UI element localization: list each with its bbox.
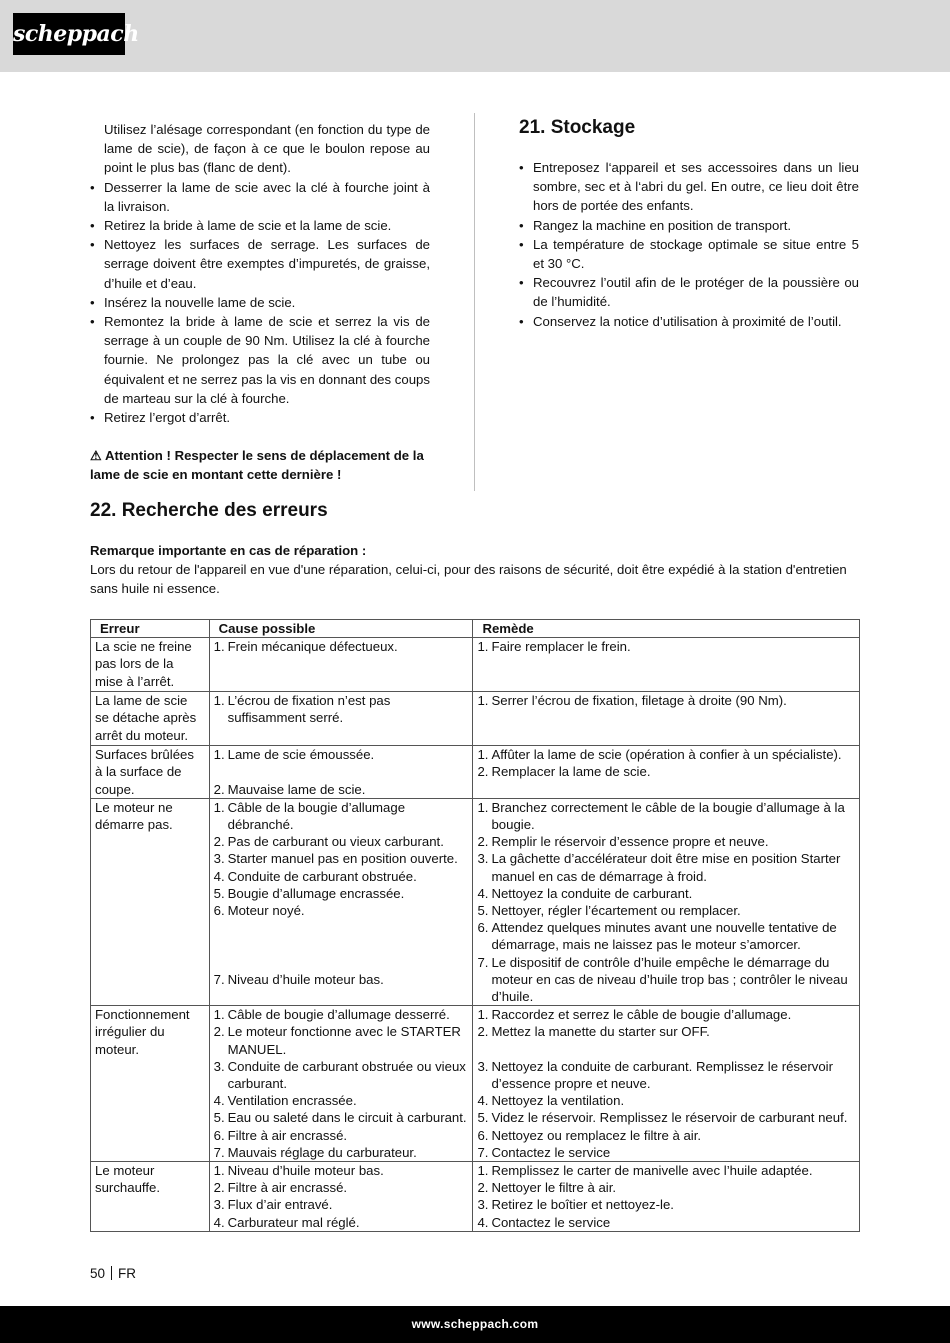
remedy-item: 7. Le dispositif de contrôle d’huile empêche le démarrage du moteur en cas de niveau d’huile trop bas ; contrôler le niveau d’huile. <box>477 954 848 1005</box>
list-item: • Insérez la nouvelle lame de scie. <box>90 293 430 312</box>
remedy-item: 4. Contactez le service <box>477 1214 611 1230</box>
stockage-bullet-list <box>519 158 859 331</box>
remedy-item: 3. La gâchette d’accélérateur doit être mise en position Starter manuel en cas de démarrage à froid. <box>477 851 841 884</box>
cause-item: 6. Filtre à air encrassé. <box>213 1127 348 1143</box>
remedy-item: 1. Affûter la lame de scie (opération à confier à un spécialiste). <box>477 747 842 763</box>
cause-item: 3. Starter manuel pas en position ouverte. <box>213 851 458 867</box>
page-number-value: 50 <box>90 1266 106 1281</box>
page-header <box>0 0 950 72</box>
remedy-item: 1. Branchez correctement le câble de la bougie d’allumage à la bougie. <box>477 799 845 833</box>
intro-paragraph: Utilisez l’alésage correspondant (en fonction du type de lame de scie), de façon à ce que le boulon repose au point le plus bas (flanc de dent). <box>104 122 430 176</box>
cause-cell <box>209 798 473 1005</box>
list-item: • Retirez la bride à lame de scie et la lame de scie. <box>90 216 430 235</box>
remedy-cell <box>473 1006 860 1162</box>
column-header-erreur: Erreur <box>91 620 210 638</box>
cause-cell <box>209 692 473 746</box>
cause-item: 1. Lame de scie émoussée. <box>213 747 375 763</box>
list-item: • Remontez la bride à lame de scie et serrez la vis de serrage à un couple de 90 Nm. Utilisez la clé à fourche fournie. Ne prolongez pas la clé avec un tube ou équivalent et ne serrez pas la vis en donnant des coups de marteau sur la clé à fourche. <box>90 312 430 408</box>
list-item: • La température de stockage optimale se situe entre 5 et 30 °C. <box>519 235 859 273</box>
cause-item: 2. Filtre à air encrassé. <box>213 1180 348 1196</box>
page-number <box>90 1264 136 1283</box>
column-divider <box>474 113 475 491</box>
cause-item: 1. Câble de bougie d’allumage desserré. <box>213 1007 450 1023</box>
list-item: • Entreposez l‘appareil et ses accessoires dans un lieu sombre, sec et à l‘abri du gel. En outre, ce lieu doit être hors de portée des enfants. <box>519 158 859 216</box>
remedy-cell <box>473 1162 860 1232</box>
remedy-item: 1. Faire remplacer le frein. <box>477 639 631 655</box>
cause-cell <box>209 1006 473 1162</box>
table-row <box>91 1162 860 1232</box>
cause-item: 7. Mauvais réglage du carburateur. <box>213 1144 417 1160</box>
page-footer <box>0 1306 950 1343</box>
cause-item: 1. Frein mécanique défectueux. <box>213 639 398 655</box>
cause-item: 2. Le moteur fonctionne avec le STARTER MANUEL. <box>213 1024 461 1057</box>
remedy-item: 1. Serrer l’écrou de fixation, filetage à droite (90 Nm). <box>477 693 787 709</box>
remedy-item: 3. Nettoyez la conduite de carburant. Remplissez le réservoir d’essence propre et neuve. <box>477 1058 834 1092</box>
column-header-cause: Cause possible <box>209 620 473 638</box>
cause-item: 1. Niveau d’huile moteur bas. <box>213 1163 384 1179</box>
remedy-item: 5. Nettoyer, régler l’écartement ou remplacer. <box>477 903 741 919</box>
cause-cell <box>209 1162 473 1232</box>
warning-note: ⚠ Attention ! Respecter le sens de déplacement de la lame de scie en montant cette dernière ! <box>90 448 424 483</box>
table-header-row <box>91 620 860 638</box>
right-column <box>519 120 859 331</box>
column-header-remede: Remède <box>473 620 860 638</box>
remedy-item: 1. Remplissez le carter de manivelle avec l’huile adaptée. <box>477 1163 813 1179</box>
list-item: • Desserrer la lame de scie avec la clé à fourche joint à la livraison. <box>90 178 430 216</box>
list-item: • Conservez la notice d’utilisation à proximité de l’outil. <box>519 312 859 331</box>
remedy-cell <box>473 746 860 799</box>
list-item: • Recouvrez l’outil afin de le protéger de la poussière ou de l’humidité. <box>519 273 859 311</box>
left-bullet-list <box>90 178 430 428</box>
cause-item: 7. Niveau d’huile moteur bas. <box>213 971 384 987</box>
error-cell: Le moteur surchauffe. <box>91 1162 210 1232</box>
cause-item: 3. Flux d’air entravé. <box>213 1197 333 1213</box>
list-item: • Retirez l’ergot d’arrêt. <box>90 408 430 427</box>
cause-item: 3. Conduite de carburant obstruée ou vieux carburant. <box>213 1058 466 1092</box>
scheppach-logo: scheppach <box>13 13 125 55</box>
table-row <box>91 746 860 799</box>
remedy-item: 3. Retirez le boîtier et nettoyez-le. <box>477 1197 674 1213</box>
error-cell: La lame de scie se détache après arrêt du moteur. <box>91 692 210 746</box>
remedy-item: 2. Remplir le réservoir d’essence propre et neuve. <box>477 834 769 850</box>
cause-cell <box>209 638 473 692</box>
list-item: • Rangez la machine en position de transport. <box>519 216 859 235</box>
table-row <box>91 1006 860 1162</box>
cause-item: 1. Câble de la bougie d’allumage débranché. <box>213 799 406 833</box>
cause-item: 4. Carburateur mal réglé. <box>213 1214 360 1230</box>
remedy-item: 5. Videz le réservoir. Remplissez le réservoir de carburant neuf. <box>477 1110 848 1126</box>
footer-url-link[interactable]: www.scheppach.com <box>411 1317 539 1331</box>
remedy-item: 7. Contactez le service <box>477 1144 611 1160</box>
repair-remark <box>90 541 860 599</box>
error-cell: Surfaces brûlées à la surface de coupe. <box>91 746 210 799</box>
error-cell: La scie ne freine pas lors de la mise à l’arrêt. <box>91 638 210 692</box>
remedy-item: 2. Remplacer la lame de scie. <box>477 764 651 780</box>
remedy-item: 6. Attendez quelques minutes avant une nouvelle tentative de démarrage, mais ne laissez pas le moteur s’amorcer. <box>477 920 837 953</box>
left-column <box>90 120 430 485</box>
remark-title: Remarque importante en cas de réparation : <box>90 543 367 558</box>
remedy-item: 2. Nettoyer le filtre à air. <box>477 1180 617 1196</box>
remedy-cell <box>473 638 860 692</box>
cause-item: 2. Mauvaise lame de scie. <box>213 781 366 797</box>
error-cell: Le moteur ne démarre pas. <box>91 798 210 1005</box>
remedy-item: 4. Nettoyez la conduite de carburant. <box>477 885 693 901</box>
cause-item: 6. Moteur noyé. <box>213 903 305 919</box>
remedy-item: 6. Nettoyez ou remplacez le filtre à air. <box>477 1127 702 1143</box>
table-row <box>91 798 860 1005</box>
section-title-recherche: 22. Recherche des erreurs <box>90 500 328 521</box>
remark-text: Lors du retour de l'appareil en vue d'une réparation, celui-ci, pour des raisons de sécurité, doit être expédié à la station d'entretien sans huile ni essence. <box>90 562 847 597</box>
table-row <box>91 638 860 692</box>
cause-item: 5. Eau ou saleté dans le circuit à carburant. <box>213 1110 467 1126</box>
section-title-stockage: 21. Stockage <box>519 117 636 138</box>
cause-item: 2. Pas de carburant ou vieux carburant. <box>213 834 444 850</box>
cause-item: 1. L’écrou de fixation n’est pas suffisamment serré. <box>213 693 391 726</box>
remedy-cell <box>473 798 860 1005</box>
remedy-item: 1. Raccordez et serrez le câble de bougie d’allumage. <box>477 1007 792 1023</box>
list-item: • Nettoyez les surfaces de serrage. Les surfaces de serrage doivent être exemptes d’impuretés, de graisse, d’huile et d’eau. <box>90 235 430 293</box>
remedy-item: 2. Mettez la manette du starter sur OFF. <box>477 1024 710 1040</box>
error-cell: Fonctionnement irrégulier du moteur. <box>91 1006 210 1162</box>
cause-item: 5. Bougie d’allumage encrassée. <box>213 885 405 901</box>
page-language: FR <box>118 1266 137 1281</box>
page-number-separator <box>111 1266 112 1280</box>
remedy-cell <box>473 692 860 746</box>
cause-item: 4. Ventilation encrassée. <box>213 1093 357 1109</box>
table-row <box>91 692 860 746</box>
cause-item: 4. Conduite de carburant obstruée. <box>213 868 417 884</box>
troubleshooting-table <box>90 619 860 1232</box>
cause-cell <box>209 746 473 799</box>
remedy-item: 4. Nettoyez la ventilation. <box>477 1093 625 1109</box>
